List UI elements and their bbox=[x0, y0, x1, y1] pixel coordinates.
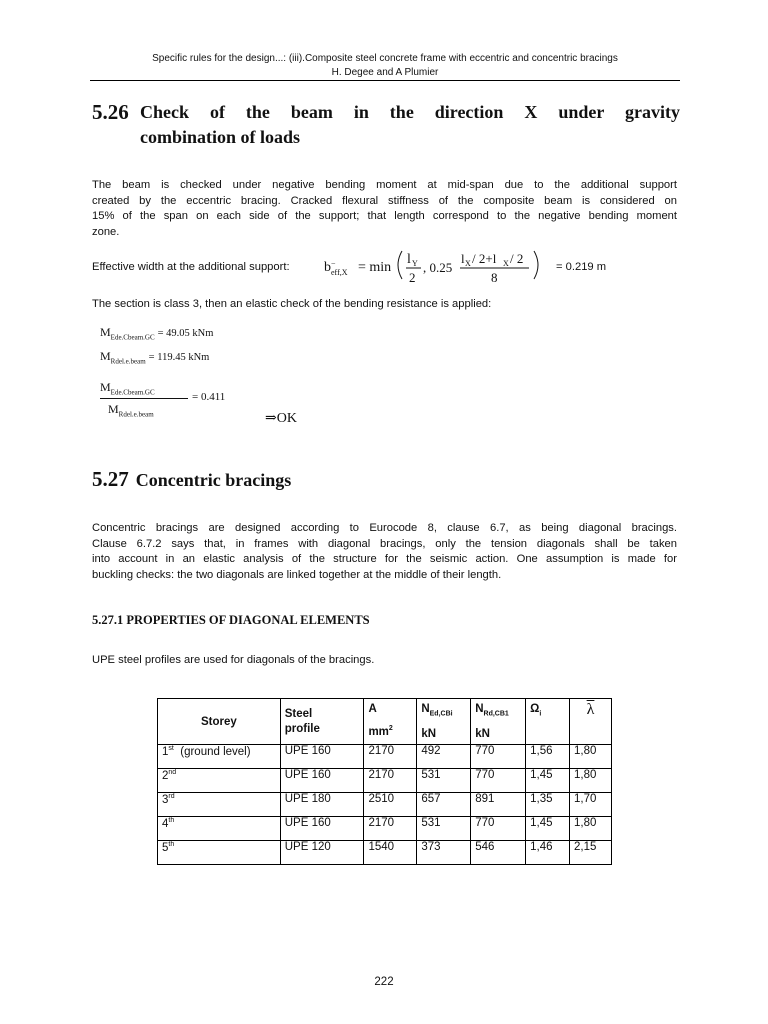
section-5-27-heading bbox=[92, 467, 291, 492]
section-5-27-paragraph bbox=[92, 521, 677, 583]
subsection-intro: UPE steel profiles are used for diagonals of the bracings. bbox=[92, 654, 375, 666]
ratio-value: = 0.411 bbox=[192, 391, 226, 403]
cell-omega: 1,45 bbox=[526, 817, 570, 841]
header-ned-symbol: N bbox=[421, 703, 430, 715]
header-nrd-symbol: N bbox=[475, 703, 484, 715]
effective-width-formula bbox=[322, 244, 552, 284]
paragraph-line: zone. bbox=[92, 225, 120, 238]
svg-text:l: l bbox=[461, 251, 465, 266]
running-header-title: Specific rules for the design...: (iii).Composite steel concrete frame with eccentric and concentric bracings bbox=[152, 53, 618, 64]
cell-nrd: 891 bbox=[471, 793, 526, 817]
svg-text:8: 8 bbox=[491, 270, 498, 284]
storey-number: 4 bbox=[162, 818, 169, 831]
header-area-symbol: A bbox=[368, 703, 377, 715]
cell-lambda: 1,80 bbox=[570, 745, 612, 769]
header-nrd-subscript: Rd,CB1 bbox=[483, 710, 509, 718]
cell-ned: 531 bbox=[417, 817, 471, 841]
svg-text:−: − bbox=[331, 259, 336, 268]
svg-text:= min: = min bbox=[358, 260, 392, 275]
header-ned-unit: kN bbox=[421, 728, 437, 741]
paragraph-line: buckling checks: the two diagonals are linked together at the middle of their length. bbox=[92, 568, 502, 581]
header-steel-profile-line1: Steel bbox=[284, 707, 313, 720]
cell-ned: 492 bbox=[417, 745, 471, 769]
storey-ordinal: rd bbox=[168, 793, 175, 801]
subsection-5-27-1-heading: 5.27.1 PROPERTIES OF DIAGONAL ELEMENTS bbox=[92, 613, 370, 627]
cell-storey bbox=[158, 769, 281, 793]
diagonal-properties-table bbox=[157, 698, 612, 865]
cell-omega: 1,46 bbox=[526, 841, 570, 865]
header-area-exponent: 2 bbox=[388, 725, 393, 732]
cell-storey bbox=[158, 793, 281, 817]
ratio-denominator bbox=[108, 402, 154, 418]
section-5-26-heading bbox=[92, 100, 129, 125]
section-number: 5.26 bbox=[92, 100, 129, 124]
header-lambda-symbol: $\overline{\lambda}$ bbox=[586, 701, 595, 718]
paragraph-line: into account in an elastic analysis of the structure for the seismic action. One assumption is made for bbox=[92, 553, 677, 565]
storey-ordinal: nd bbox=[168, 769, 177, 777]
ratio-numerator bbox=[100, 380, 155, 396]
storey-number: 2 bbox=[162, 770, 169, 783]
cell-omega: 1,56 bbox=[526, 745, 570, 769]
cell-area: 2170 bbox=[364, 769, 417, 793]
cell-profile: UPE 160 bbox=[280, 745, 364, 769]
table-row bbox=[158, 817, 612, 841]
m-rd-subscript: Rdel.e.beam bbox=[110, 357, 146, 366]
table-row bbox=[158, 793, 612, 817]
running-header-authors: H. Degee and A Plumier bbox=[331, 67, 439, 78]
svg-text:/ 2: / 2 bbox=[510, 251, 524, 266]
section-5-26-paragraph bbox=[92, 178, 677, 240]
storey-number: 1 bbox=[162, 746, 169, 759]
effective-width-result: = 0.219 m bbox=[556, 261, 607, 273]
section-5-26-title-line2: combination of loads bbox=[140, 127, 301, 147]
cell-lambda: 1,70 bbox=[570, 793, 612, 817]
cell-nrd: 770 bbox=[471, 769, 526, 793]
svg-text:Y: Y bbox=[412, 259, 418, 268]
cell-nrd: 770 bbox=[471, 745, 526, 769]
m-ed-subscript: Ede.Cbeam.GC bbox=[110, 333, 155, 342]
storey-ordinal: th bbox=[168, 817, 175, 825]
cell-ned: 531 bbox=[417, 769, 471, 793]
cell-profile: UPE 160 bbox=[280, 817, 364, 841]
section-title: Concentric bracings bbox=[135, 470, 292, 490]
m-ed-equation bbox=[100, 325, 213, 341]
cell-ned: 373 bbox=[417, 841, 471, 865]
paragraph-line: created by the eccentric bracing. Cracked flexural stiffness of the composite beam is considered on bbox=[92, 194, 677, 207]
ratio-fraction-bar bbox=[100, 398, 188, 399]
svg-text:eff,X: eff,X bbox=[331, 268, 348, 277]
cell-area: 2170 bbox=[364, 817, 417, 841]
cell-lambda: 1,80 bbox=[570, 817, 612, 841]
cell-ned: 657 bbox=[417, 793, 471, 817]
ratio-den-symbol: M bbox=[108, 402, 119, 416]
header-storey: Storey bbox=[158, 699, 281, 745]
header-lambda bbox=[570, 699, 612, 745]
ok-conclusion: ⇒OK bbox=[265, 411, 297, 426]
header-nrd-unit: kN bbox=[475, 728, 490, 741]
svg-text:l: l bbox=[407, 252, 411, 267]
class-note: The section is class 3, then an elastic check of the bending resistance is applied: bbox=[92, 298, 492, 310]
svg-text:/ 2+l: / 2+l bbox=[472, 251, 497, 266]
svg-text:, 0.25: , 0.25 bbox=[423, 260, 453, 275]
storey-number: 5 bbox=[162, 842, 169, 855]
effective-width-label: Effective width at the additional support: bbox=[92, 261, 290, 273]
section-5-26-title-line1: Check of the beam in the direction X under gravity bbox=[140, 102, 680, 122]
header-ned bbox=[417, 699, 471, 745]
header-area-unit: mm bbox=[368, 725, 389, 738]
header-omega-symbol: Ω bbox=[530, 703, 540, 715]
header-omega bbox=[526, 699, 570, 745]
cell-storey bbox=[158, 841, 281, 865]
header-steel-profile bbox=[280, 699, 364, 745]
page-number: 222 bbox=[374, 976, 394, 988]
paragraph-line: The beam is checked under negative bending moment at mid-span due to the additional support bbox=[92, 179, 677, 191]
m-rd-symbol: M bbox=[100, 349, 111, 363]
paragraph-line: Clause 6.7.2 says that, in frames with diagonal bracings, only the tension diagonals shall be taken bbox=[92, 537, 677, 550]
ratio-num-subscript: Ede.Cbeam.GC bbox=[110, 388, 155, 397]
paragraph-line: Concentric bracings are designed according to Eurocode 8, clause 6.7, as being diagonal bracings. bbox=[92, 522, 677, 534]
svg-text:X: X bbox=[503, 259, 509, 268]
cell-omega: 1,45 bbox=[526, 769, 570, 793]
cell-area: 1540 bbox=[364, 841, 417, 865]
cell-profile: UPE 160 bbox=[280, 769, 364, 793]
cell-omega: 1,35 bbox=[526, 793, 570, 817]
ratio-num-symbol: M bbox=[100, 380, 111, 394]
m-ed-symbol: M bbox=[100, 325, 111, 339]
cell-area: 2170 bbox=[364, 745, 417, 769]
header-omega-subscript: i bbox=[539, 710, 542, 718]
storey-ordinal: st bbox=[168, 745, 174, 753]
paragraph-line: 15% of the span on each side of the support; that length correspond to the negative bending moment bbox=[92, 210, 677, 222]
section-number: 5.27 bbox=[92, 467, 129, 491]
svg-text:b: b bbox=[324, 260, 331, 275]
header-area bbox=[364, 699, 417, 745]
header-ned-subscript: Ed,CBi bbox=[429, 710, 453, 718]
svg-text:2: 2 bbox=[409, 270, 416, 284]
cell-lambda: 1,80 bbox=[570, 769, 612, 793]
table-row bbox=[158, 745, 612, 769]
storey-note: (ground level) bbox=[173, 746, 251, 759]
header-nrd bbox=[471, 699, 526, 745]
ratio-den-subscript: Rdel.e.beam bbox=[118, 410, 154, 419]
cell-nrd: 546 bbox=[471, 841, 526, 865]
table-row bbox=[158, 769, 612, 793]
m-ed-value: = 49.05 kNm bbox=[157, 328, 214, 339]
header-steel-profile-line2: profile bbox=[284, 722, 320, 735]
cell-area: 2510 bbox=[364, 793, 417, 817]
m-rd-equation bbox=[100, 349, 209, 365]
table-header-row bbox=[158, 699, 612, 745]
cell-profile: UPE 180 bbox=[280, 793, 364, 817]
svg-text:X: X bbox=[465, 259, 471, 268]
m-rd-value: = 119.45 kNm bbox=[148, 352, 210, 363]
cell-storey bbox=[158, 817, 281, 841]
storey-number: 3 bbox=[162, 794, 169, 807]
cell-storey bbox=[158, 745, 281, 769]
cell-nrd: 770 bbox=[471, 817, 526, 841]
cell-profile: UPE 120 bbox=[280, 841, 364, 865]
cell-lambda: 2,15 bbox=[570, 841, 612, 865]
header-rule bbox=[90, 80, 680, 81]
storey-ordinal: th bbox=[168, 841, 175, 849]
table-row bbox=[158, 841, 612, 865]
